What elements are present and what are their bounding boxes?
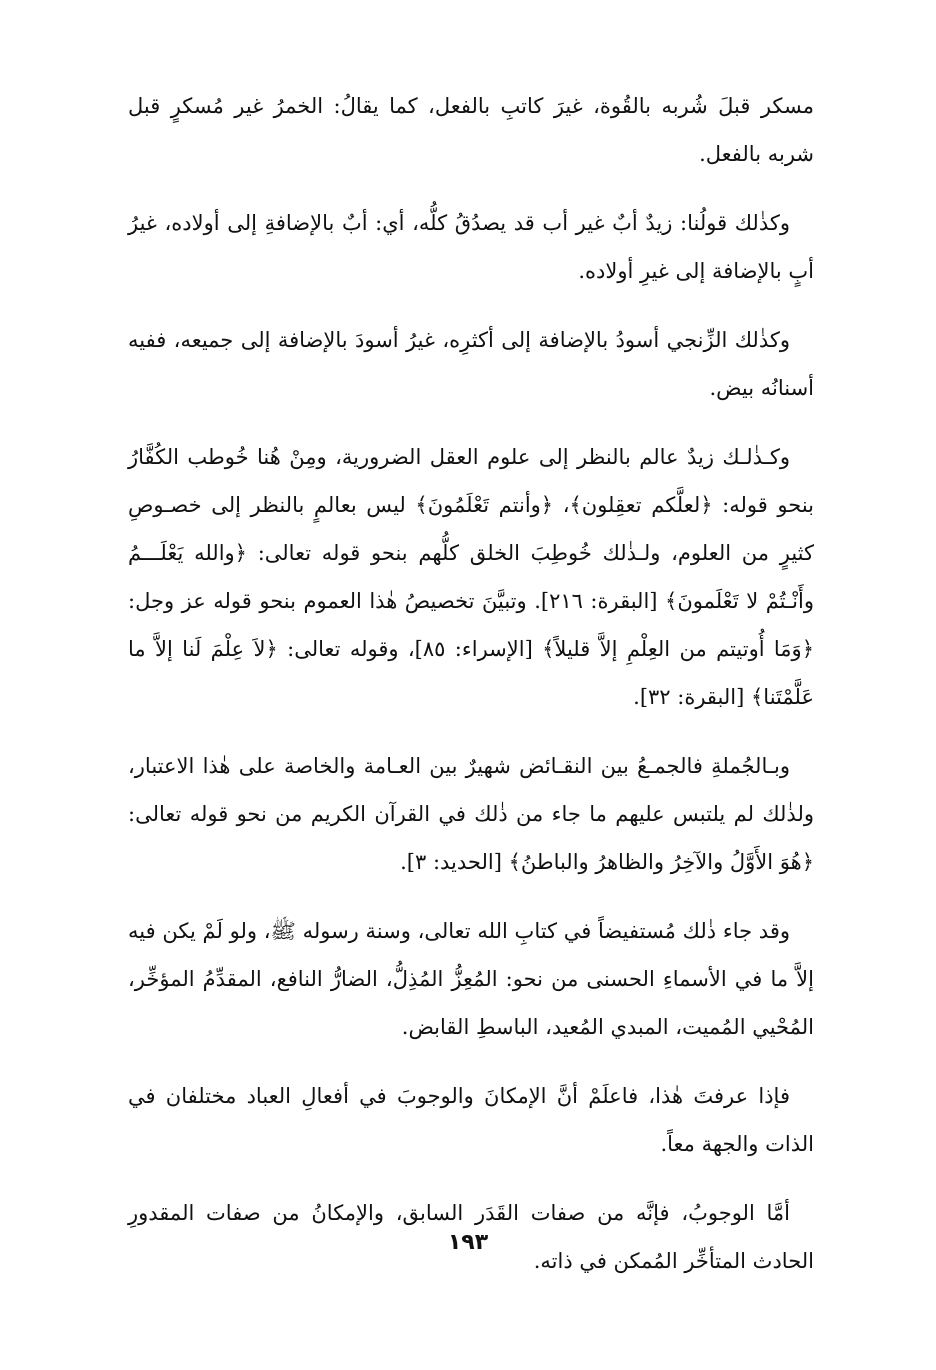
paragraph-3: وكذٰلك الزِّنجي أسودُ بالإضافة إلى أكثرِه، غيرُ أسودَ بالإضافة إلى جميعه، ففيه أسنانُه بيض. [128,328,814,400]
page-body-text [128,82,814,1306]
paragraph-6: وقد جاء ذٰلك مُستفيضاً في كتابِ الله تعالى، وسنة رسوله ﷺ، ولو لَمْ يكن فيه إلاَّ ما في الأسماءِ الحسنى من نحو: المُعِزُّ المُذِلُّ، الضارُّ النافع، المقدِّمُ المؤخِّر، المُحْيي المُميت، المبدي المُعيد، الباسطِ القابض. [128,919,814,1039]
paragraph-7: فإذا عرفتَ هٰذا، فاعلَمْ أنَّ الإمكانَ والوجوبَ في أفعالِ العباد مختلفان في الذات والجهة معاً. [128,1084,814,1156]
paragraph-2: وكذٰلك قولُنا: زيدٌ أبٌ غير أب قد يصدُقُ كلُّه، أي: أبٌ بالإضافةِ إلى أولاده، غيرُ أبٍ بالإضافة إلى غيرِ أولاده. [128,211,814,283]
paragraph-4: وكـذٰلـك زيدٌ عالم بالنظر إلى علوم العقل الضرورية، ومِنْ هُنا خُوطب الكُفَّارُ بنحو قوله: ﴿لعلَّكم تعقِلون﴾، ﴿وأنتم تَعْلَمُونَ﴾ ليس بعالمٍ بالنظر إلى خصـوصِ كثيرٍ من العلوم، ولـذٰلك خُوطِبَ الخلق كلُّهم بنحو قوله تعالى: ﴿والله يَعْلَـــمُ وأَنْـتُمْ لا تَعْلَمونَ﴾ [البقرة: ٢١٦]. وتبيَّنَ تخصيصُ هٰذا العموم بنحو قوله عز وجل: ﴿وَمَا أُوتيتم من العِلْمِ إلاَّ قليلاً﴾ [الإسراء: ٨٥]، وقوله تعالى: ﴿لاَ عِلْمَ لَنا إلاَّ ما عَلَّمْتَنا﴾ [البقرة: ٣٢]. [128,445,814,709]
page-number: ١٩٣ [447,1230,489,1255]
paragraph-8: أمَّا الوجوبُ، فإنَّه من صفات القَدَر السابق، والإمكانُ من صفات المقدورِ الحادث المتأخِّر المُمكن في ذاته. [128,1201,814,1273]
paragraph-1: مسكر قبلَ شُربه بالقُوة، غيرَ كاتبِ بالفعل، كما يقالُ: الخمرُ غير مُسكرٍ قبل شربه بالفعل. [128,94,814,166]
paragraph-5: وبـالجُملةِ فالجمـعُ بين النقـائض شهيرٌ بين العـامة والخاصة على هٰذا الاعتبار، ولذٰلك لم يلتبس عليهم ما جاء من ذٰلك في القرآن الكريم من نحو قوله تعالى: ﴿هُوَ الأَوَّلُ والآخِرُ والظاهرُ والباطنُ﴾ [الحديد: ٣]. [128,754,814,874]
